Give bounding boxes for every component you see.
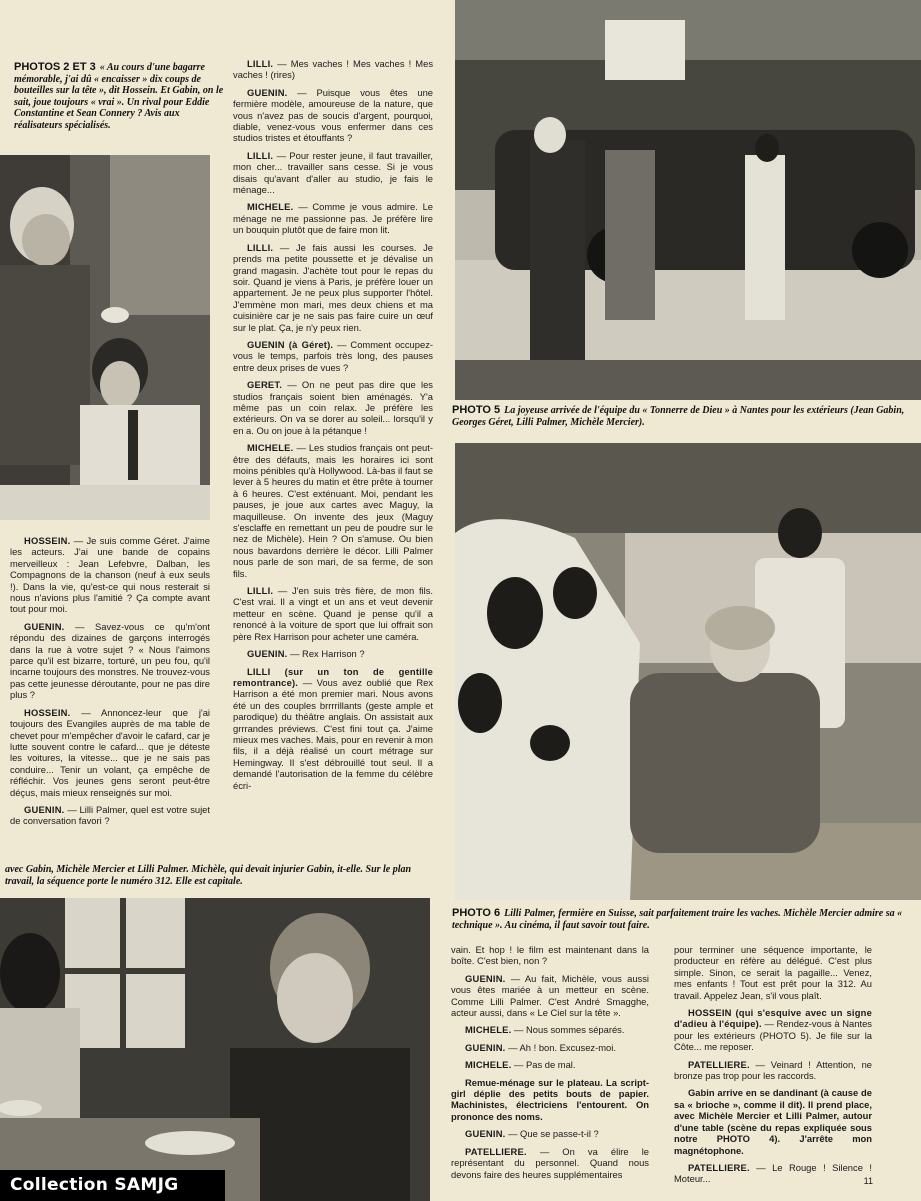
speaker-name: GERET. [247,379,283,391]
photo-4-text: avec Gabin, Michèle Mercier et Lilli Palmer. Michèle, qui devait injurier Gabin, it-elle. Sur le plan travail, la séquence porte le numéro 312. Elle est capitale. [5,864,412,887]
speaker-name: MICHELE. [247,442,294,454]
speaker-name: GUENIN. [24,803,65,815]
speaker-name: GUENIN. [465,1041,506,1053]
speaker-name: LILLI. [247,585,274,597]
speaker-name: LILLI (sur un ton de gentille remontrance). [233,665,433,688]
speaker-name: GUENIN (à Géret). [247,338,334,350]
photos-2-3-text: « Au cours d'une bagarre mémorable, j'ai dû « encaisser » dix coups de bouteilles sur la tête », dit Hossein. Et Gabin, on le sait, joue toujours « vrai ». Un rival pour Eddie Constantine et Sean Connery ? Avis aux réalisateurs spécialisés. [14,62,224,131]
speaker-name: LILLI. [247,58,274,69]
speaker-name: HOSSEIN (qui s'esquive avec un signe d'adieu à l'équipe). [674,1007,872,1030]
photos-2-3-caption [14,62,229,131]
photo-4-dining [0,898,430,1201]
photo-5-label: PHOTO 5 [452,404,501,416]
text-column-left: HOSSEIN. — Je suis comme Géret. J'aime les acteurs. J'ai une bande de copains merveilleux : Jean Lefebvre, Dalban, les Compagnons de la chanson (neuf à eux seuls !). Dans la vie, qu'est-ce qui nous resterait si nous n'avions plus l'amitié ? Ça compte avant tout pour moi. GUENIN. — Savez-vous ce qu'm'ont répondu des dizaines de garçons interrogés dans la rue à votre sujet ? « Nous l'aimons parce qu'il est bizarre, torturé, un peu fou, qu'il incarne toujours des monstres. Ne trouvez-vous pas cette jeunesse déroutante, pour ne pas dire plus ? HOSSEIN. — Annoncez-leur que j'ai toujours des Evangiles auprès de ma table de chevet pour m'empêcher d'avoir le cafard, car je lutte souvent contre le cafard... que je déteste les voitures, la vitesse... que je ne sais pas conduire... Tenir un volant, ça empêche de réfléchir. Vos jeunes gens seront peut-être déçus, mais mieux renseignés sur moi. GUENIN. — Lilli Palmer, quel est votre sujet de conversation favori ? [10,535,211,827]
photo-5-arrival [455,0,921,400]
photo-5-caption [452,405,918,428]
text-column-bottom-2: pour terminer une séquence importante, le producteur en réfère au délégué. C'est plus simple. Sinon, ce serait la pagaille... Venez, mes enfants ! Tout est prêt pour la 312. Au travail. Appelez Jean, s'il vous plaît. HOSSEIN (qui s'esquive avec un signe d'adieu à l'équipe). — Rendez-vous à Nantes pour les extérieurs (PHOTO 5). Je file sur la Côte... me reposer. PATELLIERE. — Veinard ! Attention, ne bronze pas trop pour les raccords. Gabin arrive en se dandinant (à cause de sa « brioche », comme il dit). Il prend place, avec Michèle Mercier et Lilli Palmer, autour d'une table (scène du repas expliquée sous notre PHOTO 4). J'arrête mon magnétophone. PATELLIERE. — Le Rouge ! Silence ! Moteur... [674,944,872,1185]
photo-5-text: La joyeuse arrivée de l'équipe du « Tonnerre de Dieu » à Nantes pour les extérieurs (Jean Gabin, Georges Géret, Lilli Palmer, Michèle Mercier). [452,405,905,428]
photo-4-caption [5,864,433,887]
speaker-name: PATELLIERE. [465,1145,527,1157]
photo-gabin-hossein-image [0,155,210,520]
speaker-name: LILLI. [247,149,274,161]
photo-5-image [455,0,921,400]
speaker-name: MICHELE. [465,1024,512,1036]
speaker-name: LILLI. [247,241,274,253]
speaker-name: MICHELE. [247,201,294,213]
photo-4-image [0,898,430,1201]
photo-6-label: PHOTO 6 [452,907,501,919]
text-column-bottom-1: vain. Et hop ! le film est maintenant dans la boîte. C'est bien, non ? GUENIN. — Au fait, Michèle, vous aussi vous êtes mariée à un metteur en scène. Comme Lilli Palmer. C'est André Smagghe, acteur aussi, dans « Le Ciel sur la tête ». MICHELE. — Nous sommes séparés. GUENIN. — Ah ! bon. Excusez-moi. MICHELE. — Pas de mal. Remue-ménage sur le plateau. La script-girl déplie des petits bouts de papier. Machinistes, électriciens l'entourent. On prononce des noms. GUENIN. — Que se passe-t-il ? PATELLIERE. — On va élire le représentant du personnel. Quand nous devons faire des heures supplémentaires [451,944,649,1180]
photo-6-milking [455,443,921,900]
photo-6-image [455,443,921,900]
speaker-name: MICHELE. [465,1059,512,1071]
photo-6-text: Lilli Palmer, fermière en Suisse, sait parfaitement traire les vaches. Michèle Mercier admire sa « technique ». Au cinéma, il faut savoir tout faire. [452,908,903,931]
photo-6-caption [452,908,918,931]
speaker-name: PATELLIERE. [688,1058,750,1070]
text-column-middle: LILLI. — Mes vaches ! Mes vaches ! Mes vaches ! (rires) GUENIN. — Puisque vous êtes une fermière modèle, amoureuse de la nature, que vous n'avez pas de soucis d'argent, pourquoi, diable, venez-vous vous enfermer dans ces studios tristes et étouffants ? LILLI. — Pour rester jeune, il faut travailler, mon cher... travailler sans cesse. Si je vous disais qu'avant d'aller au studio, je fais le ménage... MICHELE. — Comme je vous admire. Le ménage ne me passionne pas. Je préfère lire un bouquin plutôt que de faire mon lit. LILLI. — Je fais aussi les courses. Je prends ma petite poussette et je dévalise un grand magasin. J'achète tout pour le repas du soir. Quand je viens à Paris, je préfère louer un appartement. Je ne peux plus supporter l'hôtel. J'emmène mon mari, mes deux chiens et ma cuisinière car je ne sais pas faire cuire un œuf sur le plat. Ça, je n'y peux rien. GUENIN (à Géret). — Comment occupez-vous le temps, parfois très long, des pauses entre deux prises de vues ? GERET. — On ne peut pas dire que les studios français soient bien aménagés. Y'a même pas un coin relax. Je préfère les extérieurs. On va se dorer au soleil... lorsqu'il y en a. Ou on joue à la pétanque ! MICHELE. — Les studios français ont peut-être des défauts, mais les horaires ici sont moins pénibles qu'à Hollywood. Là-bas il faut se lever à 5 heures du matin et être prête à tourner à 6 heures. C'est exténuant. Moi, pendant les pauses, je joue aux cartes avec Maguy, la maquilleuse. On invente des jeux (Maguy s'esclaffe en remettant un peu de poudre sur le nez de Michèle). Hein ? On s'amuse. Ou bien nous bavardons derrière le décor. Lilli Palmer nous parle de son mari, de sa ferme, de son fils. LILLI. — J'en suis très fière, de mon fils. C'est vrai. Il a vingt et un ans et veut devenir metteur en scène. Quand je pense qu'il a renoncé à la voiture de sport que lui offrait son père Rex Harrison pour acheter une caméra. GUENIN. — Rex Harrison ? LILLI (sur un ton de gentille remontrance). — Vous avez oublié que Rex Harrison a été mon premier mari. Nous avons été un des couples brrrrillants (geste ample et parodique) du théâtre anglais. On assistait aux grrrandes préviews. C'est fini tout ça. J'aime mieux mes vaches. Mais, pour en revenir à mon fils, il a déjà réalisé un court métrage sur Hemingway. Il s'est débrouillé tout seul. Il a demandé l'autorisation de la femme du célèbre écri- [233,58,434,791]
collection-watermark: Collection SAMJG [0,1170,225,1201]
speaker-name: GUENIN. [465,1128,506,1140]
speaker-name: GUENIN. [247,648,288,660]
speaker-name: HOSSEIN. [24,535,71,546]
speaker-name: PATELLIERE. [688,1161,750,1173]
speaker-name: GUENIN. [24,620,65,632]
speaker-name: GUENIN. [247,86,288,98]
photos-2-3-label: PHOTOS 2 ET 3 [14,61,96,73]
page-number: 11 [863,1176,873,1186]
speaker-name: GUENIN. [465,972,506,984]
photo-gabin-hossein [0,155,210,520]
speaker-name: HOSSEIN. [24,706,71,718]
